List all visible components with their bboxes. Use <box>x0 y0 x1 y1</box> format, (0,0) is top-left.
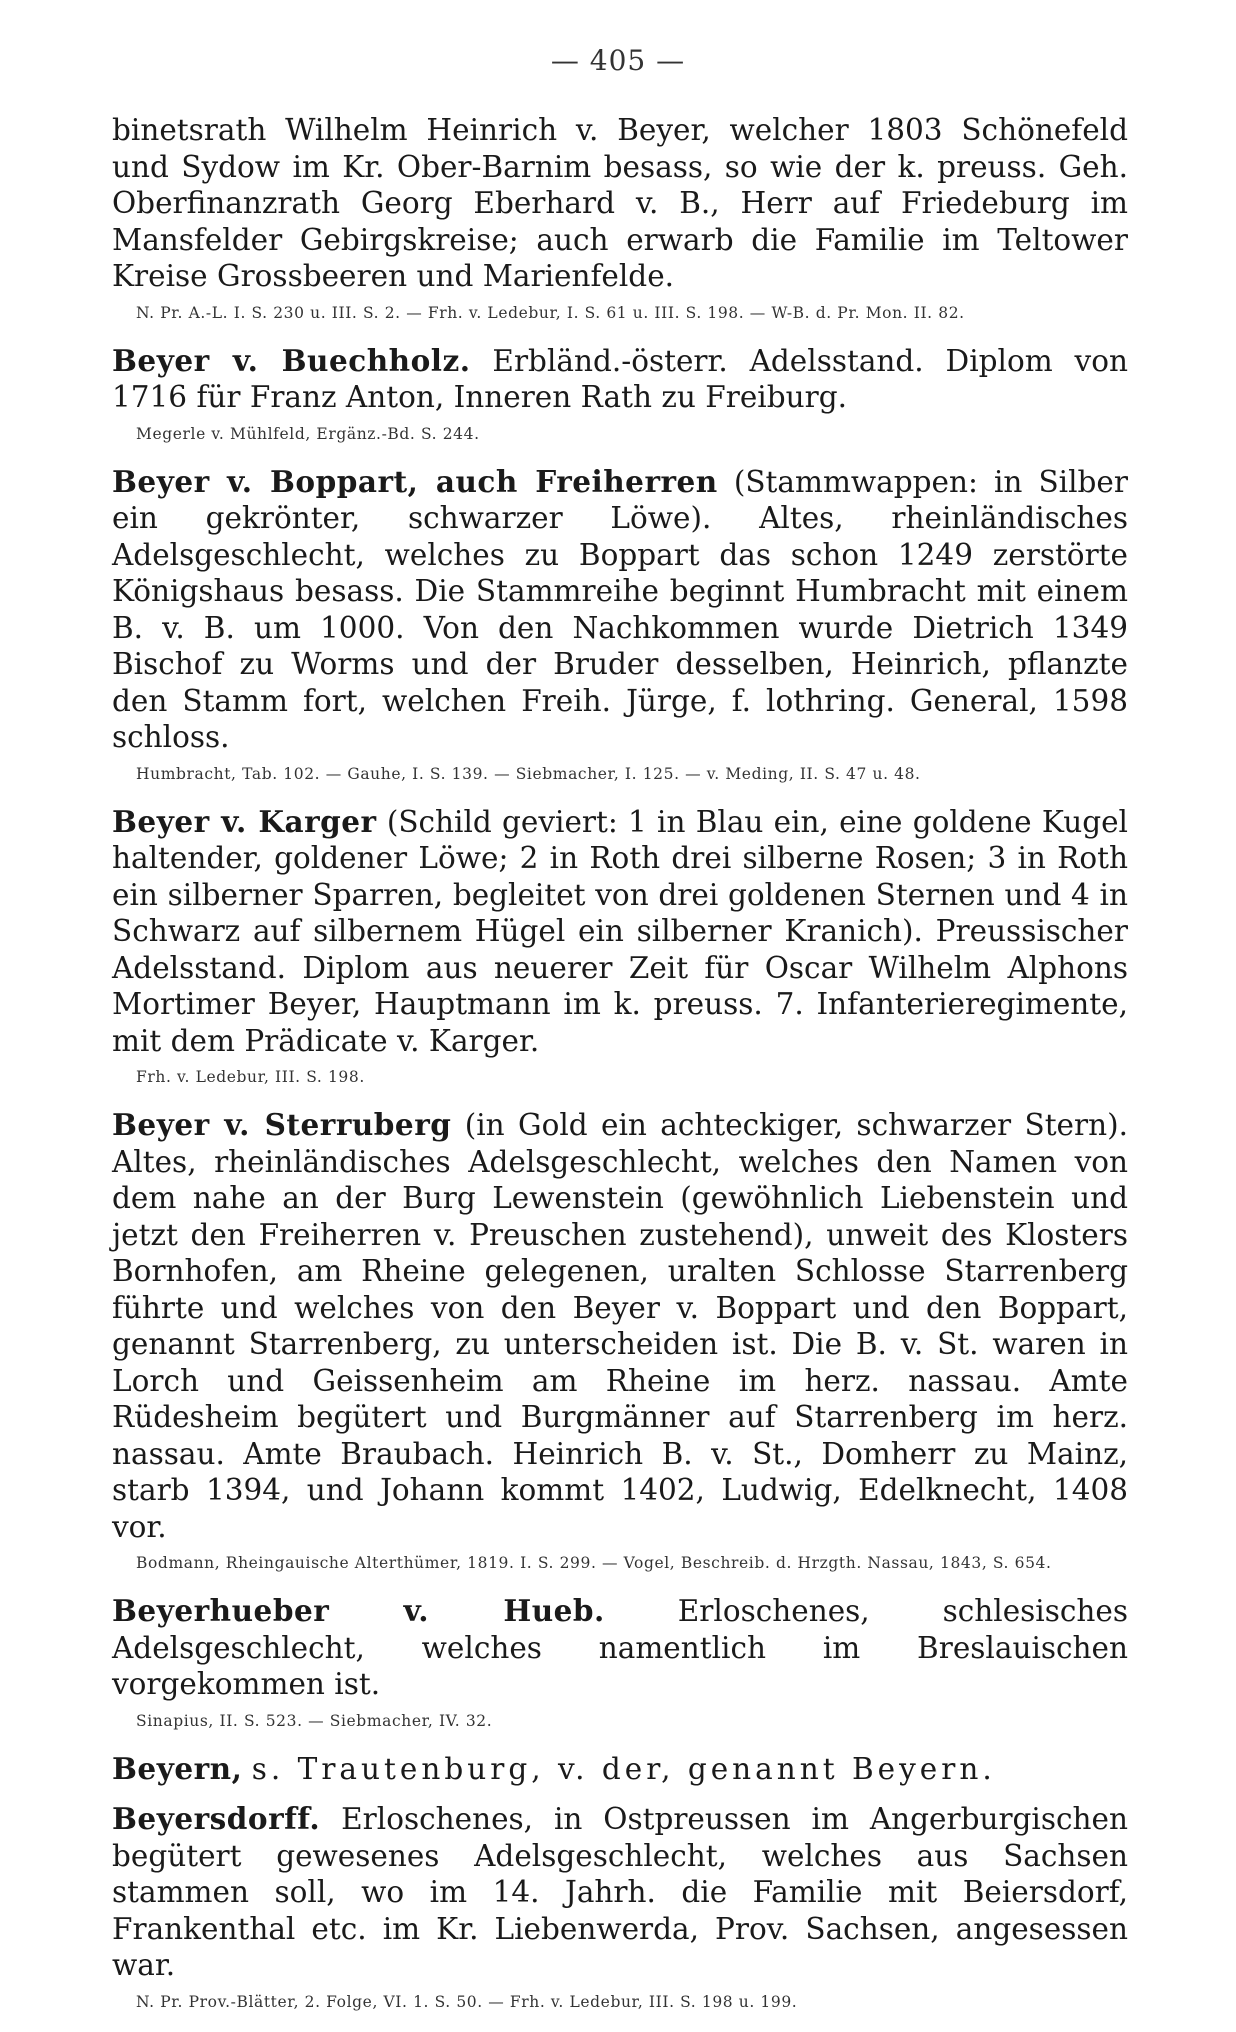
entry-text: Erbländ.-österr. Adelsstand. Diplom von 1716 für Franz Anton, Inneren Rath zu Freiburg. <box>112 343 1128 414</box>
entry-source: Megerle v. Mühlfeld, Ergänz.-Bd. S. 244. <box>136 424 480 443</box>
entry-heading: Beyer v. Boppart, auch Freiherren <box>112 463 718 499</box>
entry-source: Humbracht, Tab. 102. — Gauhe, I. S. 139. — Siebmacher, I. 125. — v. Meding, II. S. 47 u. 48. <box>136 764 921 783</box>
entry-beyersdorff <box>112 1801 1128 1984</box>
page-number: — 405 — <box>550 44 686 77</box>
entry-text: (in Gold ein achteckiger, schwarzer Stern). Altes, rheinländisches Adelsgeschlecht, welches den Namen von dem nahe an der Burg Lewenstein (gewöhnlich Liebenstein und jetzt den Freiherren v. Preuschen zustehend), unweit des Klosters Bornhofen, am Rheine gelegenen, uralten Schlosse Starrenberg führte und welches von den Beyer v. Boppart und den Boppart, genannt Starrenberg, zu unterscheiden ist. Die B. v. St. waren in Lorch und Geissenheim am Rheine im herz. nassau. Amte Rüdesheim begütert und Burgmänner auf Starrenberg im herz. nassau. Amte Braubach. Heinrich B. v. St., Domherr zu Mainz, starb 1394, und Johann kommt 1402, Ludwig, Edelknecht, 1408 vor. <box>112 1108 1128 1544</box>
entry-beyer-boppart <box>112 464 1128 756</box>
entry-text: Erloschenes, in Ostpreussen im Angerburgischen begütert gewesenes Adelsgeschlecht, welches aus Sachsen stammen soll, wo im 14. Jahrh. die Familie mit Beiersdorf, Frankenthal etc. im Kr. Liebenwerda, Prov. Sachsen, angesessen war. <box>112 1802 1128 1982</box>
entry-source: N. Pr. A.-L. I. S. 230 u. III. S. 2. — Frh. v. Ledebur, I. S. 61 u. III. S. 198. — W-B. d. Pr. Mon. II. 82. <box>136 303 965 322</box>
entry-beyerhueber <box>112 1593 1128 1703</box>
entry-text: (Schild geviert: 1 in Blau ein, eine goldene Kugel haltender, goldener Löwe; 2 in Roth drei silberne Rosen; 3 in Roth ein silberner Sparren, begleitet von drei goldenen Sternen und 4 in Schwarz auf silbernem Hügel ein silberner Kranich). Preussischer Adelsstand. Diplom aus neuerer Zeit für Oscar Wilhelm Alphons Mortimer Beyer, Hauptmann im k. preuss. 7. Infanterieregimente, mit dem Prädicate v. Karger. <box>112 804 1128 1058</box>
entry-beyer-buechholz <box>112 343 1128 416</box>
entry-heading: Beyerhueber v. Hueb. <box>112 1593 605 1628</box>
entry-beyern <box>112 1751 1128 1788</box>
entry-heading: Beyer v. Karger <box>112 803 377 839</box>
entry-text: binetsrath Wilhelm Heinrich v. Beyer, welcher 1803 Schönefeld und Sydow im Kr. Ober-Barnim besass, so wie der k. preuss. Geh. Oberfinanzrath Georg Eberhard v. B., Herr auf Friedeburg im Mansfelder Gebirgskreise; auch erwarb die Familie im Teltower Kreise Grossbeeren und Marienfelde. <box>112 113 1128 293</box>
entry-heading: Beyersdorff. <box>112 1801 321 1836</box>
entry-source: N. Pr. Prov.-Blätter, 2. Folge, VI. 1. S. 50. — Frh. v. Ledebur, III. S. 198 u. 199. <box>136 1992 798 2011</box>
entry-beyer-karger <box>112 804 1128 1060</box>
entry-continuation <box>112 112 1128 295</box>
entry-heading: Beyern, <box>112 1750 243 1786</box>
entry-source: Sinapius, II. S. 523. — Siebmacher, IV. 32. <box>136 1711 493 1730</box>
entry-beyer-sterruberg <box>112 1107 1128 1545</box>
page-content <box>112 112 1128 2032</box>
entry-text: Erloschenes, schlesisches Adelsgeschlecht, welches namentlich im Breslauischen vorgekommen ist. <box>112 1594 1128 1701</box>
entry-source: Frh. v. Ledebur, III. S. 198. <box>136 1068 365 1086</box>
entry-text: (Stammwappen: in Silber ein gekrönter, schwarzer Löwe). Altes, rheinländisches Adelsgeschlecht, welches zu Boppart das schon 1249 zerstörte Königshaus besass. Die Stammreihe beginnt Humbracht mit einem B. v. B. um 1000. Von den Nachkommen wurde Dietrich 1349 Bischof zu Worms und der Bruder desselben, Heinrich, pflanzte den Stamm fort, welchen Freih. Jürge, f. lothring. General, 1598 schloss. <box>112 464 1128 754</box>
entry-heading: Beyer v. Sterruberg <box>112 1107 452 1142</box>
entry-heading: Beyer v. Buechholz. <box>112 342 471 378</box>
entry-text: s. Trautenburg, v. der, genannt Beyern. <box>251 1751 996 1786</box>
entry-source: Bodmann, Rheingauische Alterthümer, 1819. I. S. 299. — Vogel, Beschreib. d. Hrzgth. Nassau, 1843, S. 654. <box>136 1554 1052 1572</box>
